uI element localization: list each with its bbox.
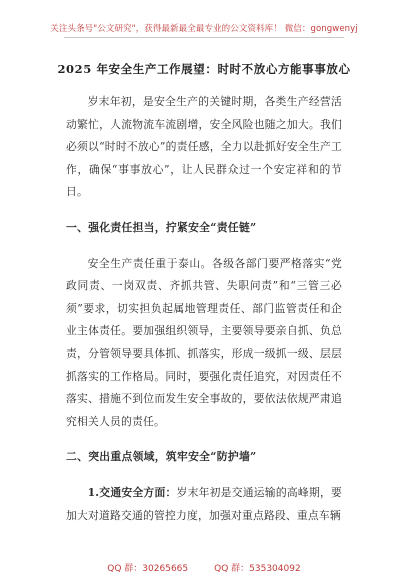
subsection-text: 岁末年初是交通运输的高峰期，要加大对道路交通的管控力度，加强对重点路段、重点车辆 <box>66 485 343 522</box>
footer-qq-group-1: QQ 群：30265665 <box>107 564 189 574</box>
intro-paragraph: 岁末年初，是安全生产的关键时期，各类生产经营活动繁忙，人流物流车流剧增，安全风险也随之加大。我们必须以“时时不放心”的责任感，全力以赴抓好安全生产工作，确保“事事放心”，让人民群众过一个安定祥和的节日。 <box>66 95 342 199</box>
section-2-paragraph <box>66 482 342 527</box>
document-title: 2025 年安全生产工作展望：时时不放心方能事事放心 <box>57 62 351 76</box>
document-body <box>66 91 342 527</box>
footer-contacts <box>0 561 408 574</box>
footer-qq-group-2: QQ 群：535304092 <box>214 564 301 574</box>
subsection-label: 1.交通安全方面： <box>87 485 177 499</box>
spacer <box>66 469 342 482</box>
spacer <box>66 433 342 446</box>
spacer <box>66 204 342 217</box>
section-1-paragraph: 安全生产责任重于泰山。各级各部门要严格落实“党政同责、一岗双责、齐抓共管、失职问责”和“三管三必须”要求，切实担负起属地管理责任、部门监管责任和企业主体责任。要加强组织领导，主要领导要亲自抓、负总责，分管领导要具体抓、抓落实，形成一级抓一级、层层抓落实的工作格局。同时，要强化责任追究，对因责任不落实、措施不到位而发生安全事故的，要依法依规严肃追究相关人员的责任。 <box>66 256 342 428</box>
section-1-heading: 一、强化责任担当，拧紧安全“责任链” <box>66 220 257 234</box>
header-divider <box>64 37 344 38</box>
spacer <box>66 240 342 253</box>
header-banner: 关注头条号"公文研究"，获得最新最全最专业的公文资料库！ 微信：gongwenyj <box>50 24 358 34</box>
section-2-heading: 二、突出重点领域，筑牢安全“防护墙” <box>66 450 257 464</box>
